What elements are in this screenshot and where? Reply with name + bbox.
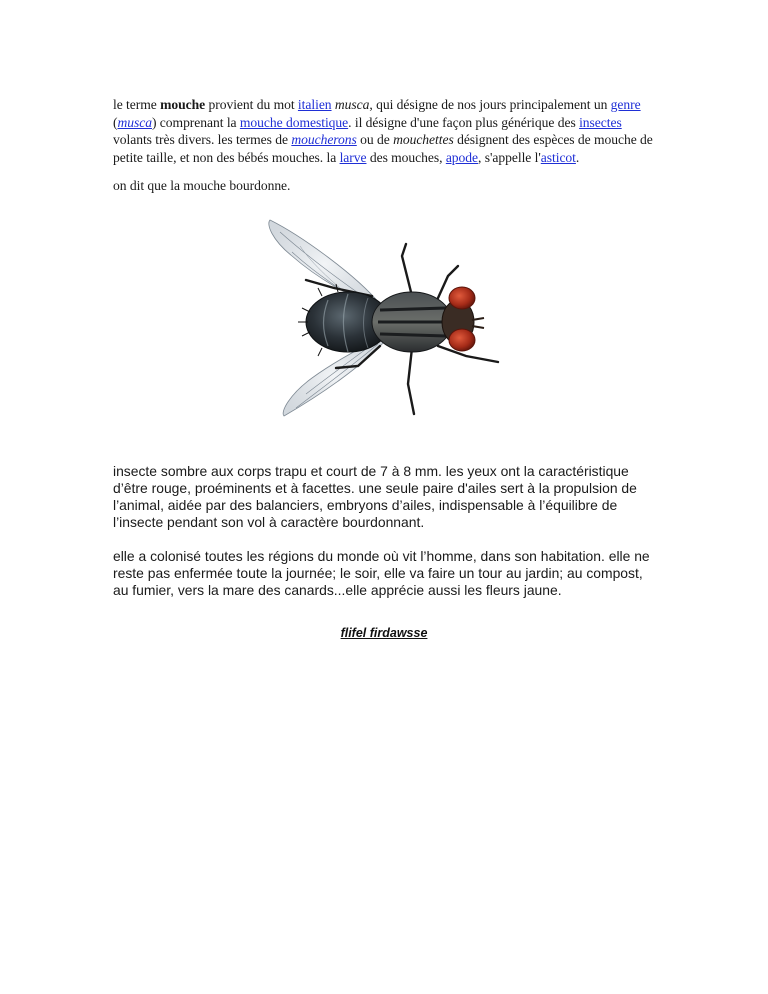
lower-eye (449, 329, 475, 351)
author-signature: flifel firdawsse (340, 626, 428, 640)
paragraph-etymology (113, 96, 658, 166)
term-mouchettes: mouchettes (393, 132, 454, 147)
text-run: provient du mot (205, 97, 298, 112)
text-run: désignent des espèces de mouche de petite taille, et non des bébés mouches. la (113, 132, 653, 165)
link-mouche-domestique[interactable]: mouche domestique (239, 114, 349, 130)
description-text-block (113, 463, 658, 599)
term-musca: musca (334, 97, 370, 112)
fly-illustration (262, 216, 506, 426)
link-larve[interactable]: larve (339, 149, 367, 165)
upper-eye (449, 287, 475, 309)
text-run: , s'appelle l' (478, 149, 541, 165)
link-genre[interactable]: genre (610, 97, 641, 112)
text-run: ou de (356, 132, 394, 147)
text-run: , qui désigne de nos jours principalement un (369, 97, 611, 112)
link-moucherons[interactable] (291, 132, 356, 147)
text-run: . (575, 149, 580, 165)
paragraph-bourdonne: on dit que la mouche bourdonne. (113, 178, 291, 193)
link-moucherons-label: moucherons (291, 132, 357, 147)
fly-photo (262, 216, 506, 426)
link-italien[interactable]: italien (297, 97, 332, 112)
text-run: ) comprenant la (151, 114, 240, 130)
intro-text-block (113, 96, 658, 195)
paragraph-description: insecte sombre aux corps trapu et court de 7 à 8 mm. les yeux ont la caractéristique d’être rouge, proéminents et à facettes. une seule paire d'ailes sert à la propulsion de l’animal, aidée par des balanciers, embryons d’ailes, indispensable à l’équilibre de l’insecte pendant son vol à caractère bourdonnant. (113, 463, 637, 530)
link-apode[interactable]: apode (445, 149, 479, 165)
link-insectes[interactable]: insectes (579, 114, 622, 130)
text-run: ( (113, 114, 118, 130)
link-musca[interactable] (117, 115, 152, 130)
text-run: volants très divers. les termes de (113, 132, 292, 147)
paragraph-habitat: elle a colonisé toutes les régions du monde où vit l’homme, dans son habitation. elle ne reste pas enfermée toute la journée; le soir, elle va faire un tour au jardin; au compost, au fumier, vers la mare des canards...elle apprécie aussi les fleurs jaune. (113, 548, 650, 598)
link-musca-label: musca (117, 114, 152, 130)
text-run: . il désigne d'une façon plus générique des (348, 114, 580, 130)
link-asticot[interactable]: asticot (540, 149, 576, 165)
text-run: le terme (113, 97, 161, 112)
term-mouche: mouche (160, 97, 206, 112)
text-run: des mouches, (366, 149, 446, 165)
